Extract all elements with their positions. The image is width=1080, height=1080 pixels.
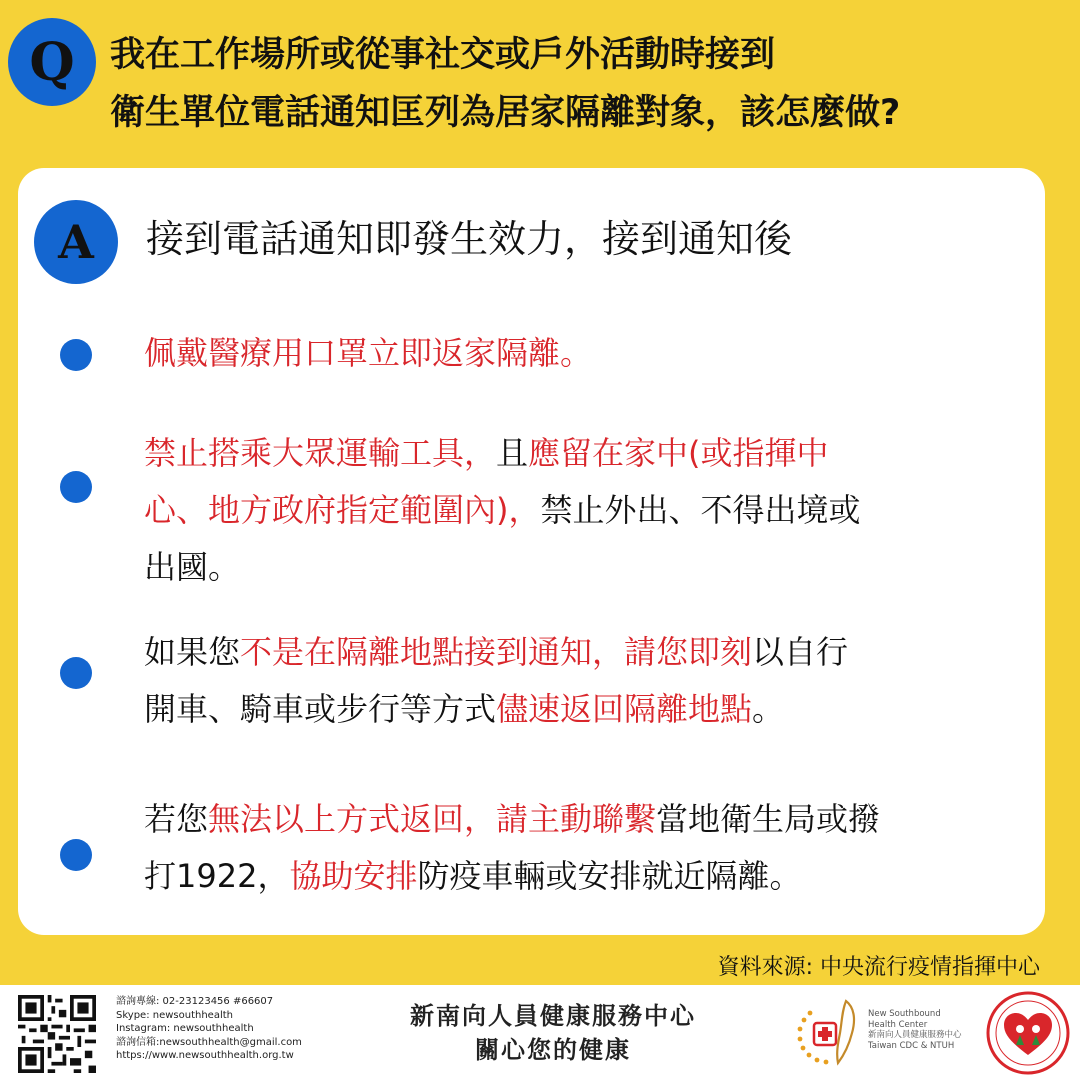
item-line: [144, 539, 861, 596]
question-badge: Q: [8, 18, 96, 106]
logo-text-line: Taiwan CDC & NTUH: [868, 1040, 955, 1051]
health-center-logo-icon: [794, 993, 866, 1073]
question-title: [110, 26, 1075, 142]
body-text: 如果您: [144, 633, 241, 671]
item-line: [144, 325, 592, 382]
answer-headline: 接到電話通知即發生效力，接到通知後: [146, 217, 793, 261]
contact-instagram: Instagram: newsouthhealth: [116, 1023, 254, 1034]
contact-website[interactable]: https://www.newsouthhealth.org.tw: [116, 1050, 294, 1061]
answer-item-4: [144, 791, 880, 905]
logo-text-line: 新南向人員健康服務中心: [868, 1030, 962, 1040]
center-slogan: 關心您的健康: [475, 1036, 631, 1064]
item-line: [144, 425, 861, 482]
body-text: 當地衛生局或撥: [656, 800, 881, 838]
answer-item-3: [144, 624, 848, 738]
contact-skype: Skype: newsouthhealth: [116, 1009, 233, 1021]
body-text: 出國。: [144, 548, 241, 586]
body-text: 防疫車輛或安排就近隔離。: [417, 857, 802, 895]
answer-badge: A: [34, 200, 118, 284]
highlight-text: 禁止搭乘大眾運輸工具，: [144, 434, 497, 472]
highlight-text: 心、地方政府指定範圍內)，: [144, 491, 541, 529]
answer-item-1: [144, 325, 592, 382]
body-text: 開車、騎車或步行等方式: [144, 690, 497, 728]
body-text: 禁止外出、不得出境或: [540, 491, 861, 529]
item-line: [144, 482, 861, 539]
seal-logo-icon: [986, 991, 1070, 1075]
contact-email[interactable]: 諮詢信箱:newsouthhealth@gmail.com: [116, 1036, 302, 1048]
highlight-text: 儘速返回隔離地點: [496, 690, 753, 728]
center-name-block: [378, 999, 728, 1067]
source-credit: 資料來源: 中央流行疫情指揮中心: [717, 955, 1040, 980]
item-line: [144, 624, 848, 681]
contact-phone: 諮詢專線: 02-23123456 #66607: [116, 996, 274, 1007]
highlight-text: 無法以上方式返回，請主動聯繫: [208, 800, 657, 838]
highlight-text: 佩戴醫療用口罩立即返家隔離。: [144, 334, 593, 372]
question-line-2: 衛生單位電話通知匡列為居家隔離對象，該怎麼做?: [110, 93, 901, 133]
body-text: 打1922，: [144, 857, 290, 895]
body-text: 以自行: [752, 633, 849, 671]
answer-item-2: [144, 425, 861, 596]
item-line: [144, 791, 880, 848]
bullet-icon: [60, 657, 92, 689]
logo-text-line: New Southbound: [868, 1009, 941, 1019]
center-name: 新南向人員健康服務中心: [410, 1002, 696, 1030]
highlight-text: 協助安排: [289, 857, 418, 895]
footer-bar: [0, 985, 1080, 1080]
logo-text-line: Health Center: [868, 1019, 928, 1030]
item-line: [144, 681, 848, 738]
highlight-text: 不是在隔離地點接到通知，請您即刻: [240, 633, 753, 671]
body-text: 。: [752, 690, 785, 728]
contact-info: [116, 995, 302, 1063]
highlight-text: 應留在家中(或指揮中: [528, 434, 829, 472]
health-center-logo-text: [868, 1009, 962, 1051]
body-text: 且: [496, 434, 529, 472]
question-line-1: 我在工作場所或從事社交或戶外活動時接到: [110, 35, 776, 75]
item-line: [144, 848, 880, 905]
bullet-icon: [60, 339, 92, 371]
qr-code-icon[interactable]: [18, 995, 96, 1073]
bullet-icon: [60, 839, 92, 871]
body-text: 若您: [144, 800, 209, 838]
bullet-icon: [60, 471, 92, 503]
